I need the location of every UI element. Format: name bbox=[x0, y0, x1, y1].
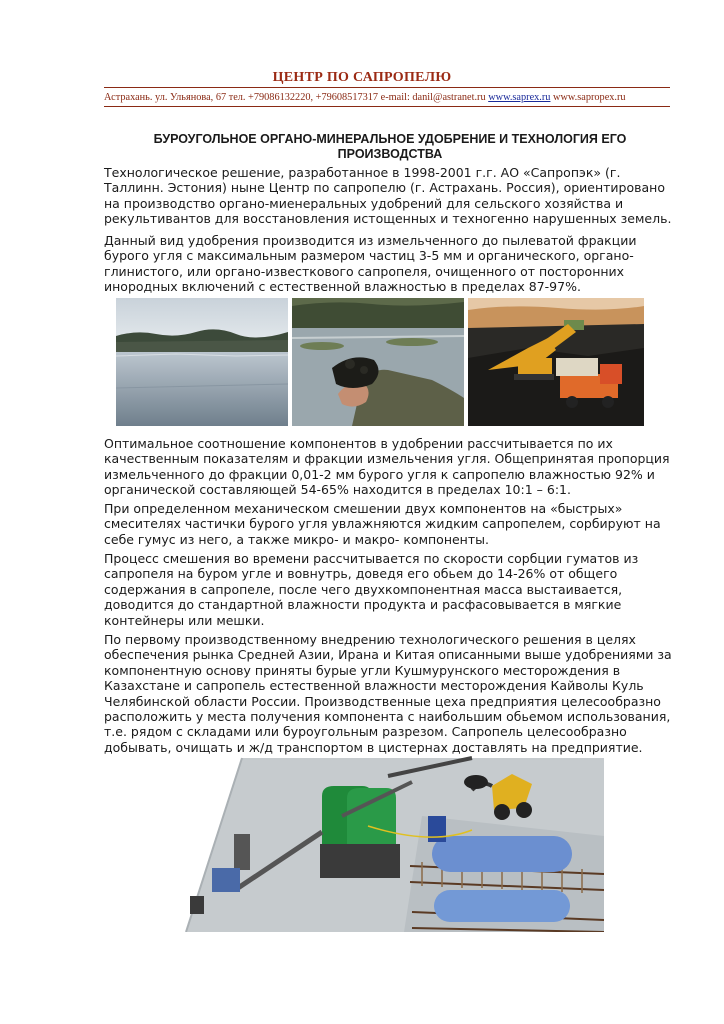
paragraph-deployment: По первому производственному внедрению технологического решения в целях обеспечения рынка Средней Азии, Ирана и Китая описанными выше удобрениями за компонентную основу приняты бурые угли Кушмурунского месторождения в Казахстане и сапропель естественной влажности месторождения Кайволы Куль Челябинской области России. Производственные цеха предприятия целесообразно расположить у места получения компонента с наибольшим обьемом использования, т.е. рядом с складами или буроугольным разрезом. Сапропель целесообразно добывать, очищать и ж/д транспортом в цистернах доставлять на предприятие. bbox=[104, 632, 672, 755]
paragraph-ratio: Оптимальное соотношение компонентов в удобрении рассчитывается по их качественным показателям и фракции измельчения угля. Общепринятая пропорция измельченного до фракции 0,01-2 мм бурого угля к сапропелю влажностью 92% и органической составляющей 54-65% находится в пределах 10:1 – 6:1. bbox=[104, 436, 670, 498]
header-divider bbox=[104, 87, 670, 88]
paragraph-composition: Данный вид удобрения производится из измельченного до пылеватой фракции бурого угля с максимальным размером частиц 3-5 мм и органического, органо-глинистого, или органо-известкового сапропеля, очищенного от посторонних инородных включений с естественной влажностью в пределах 87-97%. bbox=[104, 233, 637, 295]
excavator-quarry-photo bbox=[468, 298, 644, 426]
site-link-sapropex[interactable]: www.sapropex.ru bbox=[553, 92, 626, 103]
production-plant-diagram bbox=[172, 756, 604, 932]
paragraph-mixing: При определенном механическом смешении двух компонентов на «быстрых» смесителях частички бурого угля увлажняются жидким сапропелем, сорбируют на себе гумус из него, а также микро- и макро- компоненты. bbox=[104, 501, 661, 547]
org-title: ЦЕНТР ПО САПРОПЕЛЮ bbox=[272, 70, 452, 85]
sapropel-in-hands-photo bbox=[292, 298, 464, 426]
paragraph-intro: Технологическое решение, разработанное в 1998-2001 г.г. АО «Сапропэк» (г. Таллинн. Эстония) ныне Центр по сапропелю (г. Астрахань. Россия), ориентировано на производство органо-миенеральных удобрений для сельского хозяйства и рекультивантов для восстановления истощенных и техногенно нарушенных земель. bbox=[104, 165, 672, 227]
lake-photo bbox=[116, 298, 288, 426]
contact-address: Астрахань. ул. Ульянова, 67 тел. +79086132220, +79608517317 e-mail: danil@astranet.ru bbox=[104, 92, 486, 103]
document-title: БУРОУГОЛЬНОЕ ОРГАНО-МИНЕРАЛЬНОЕ УДОБРЕНИЕ И ТЕХНОЛОГИЯ ЕГО ПРОИЗВОДСТВА bbox=[153, 132, 627, 161]
site-link-saprex[interactable]: www.saprex.ru bbox=[488, 92, 551, 103]
paragraph-sorption: Процесс смешения во времени рассчитывается по скорости сорбции гуматов из сапропеля на буром угле и вовнутрь, доведя его обьем до 14-26% от общего содержания в сапропеле, после чего двухкомпонентная масса выстаивается, доводится до стандартной влажности продукта и расфасовывается в мягкие контейнеры или мешки. bbox=[104, 551, 639, 628]
header-divider-bottom bbox=[104, 106, 670, 107]
contact-line bbox=[104, 92, 684, 103]
